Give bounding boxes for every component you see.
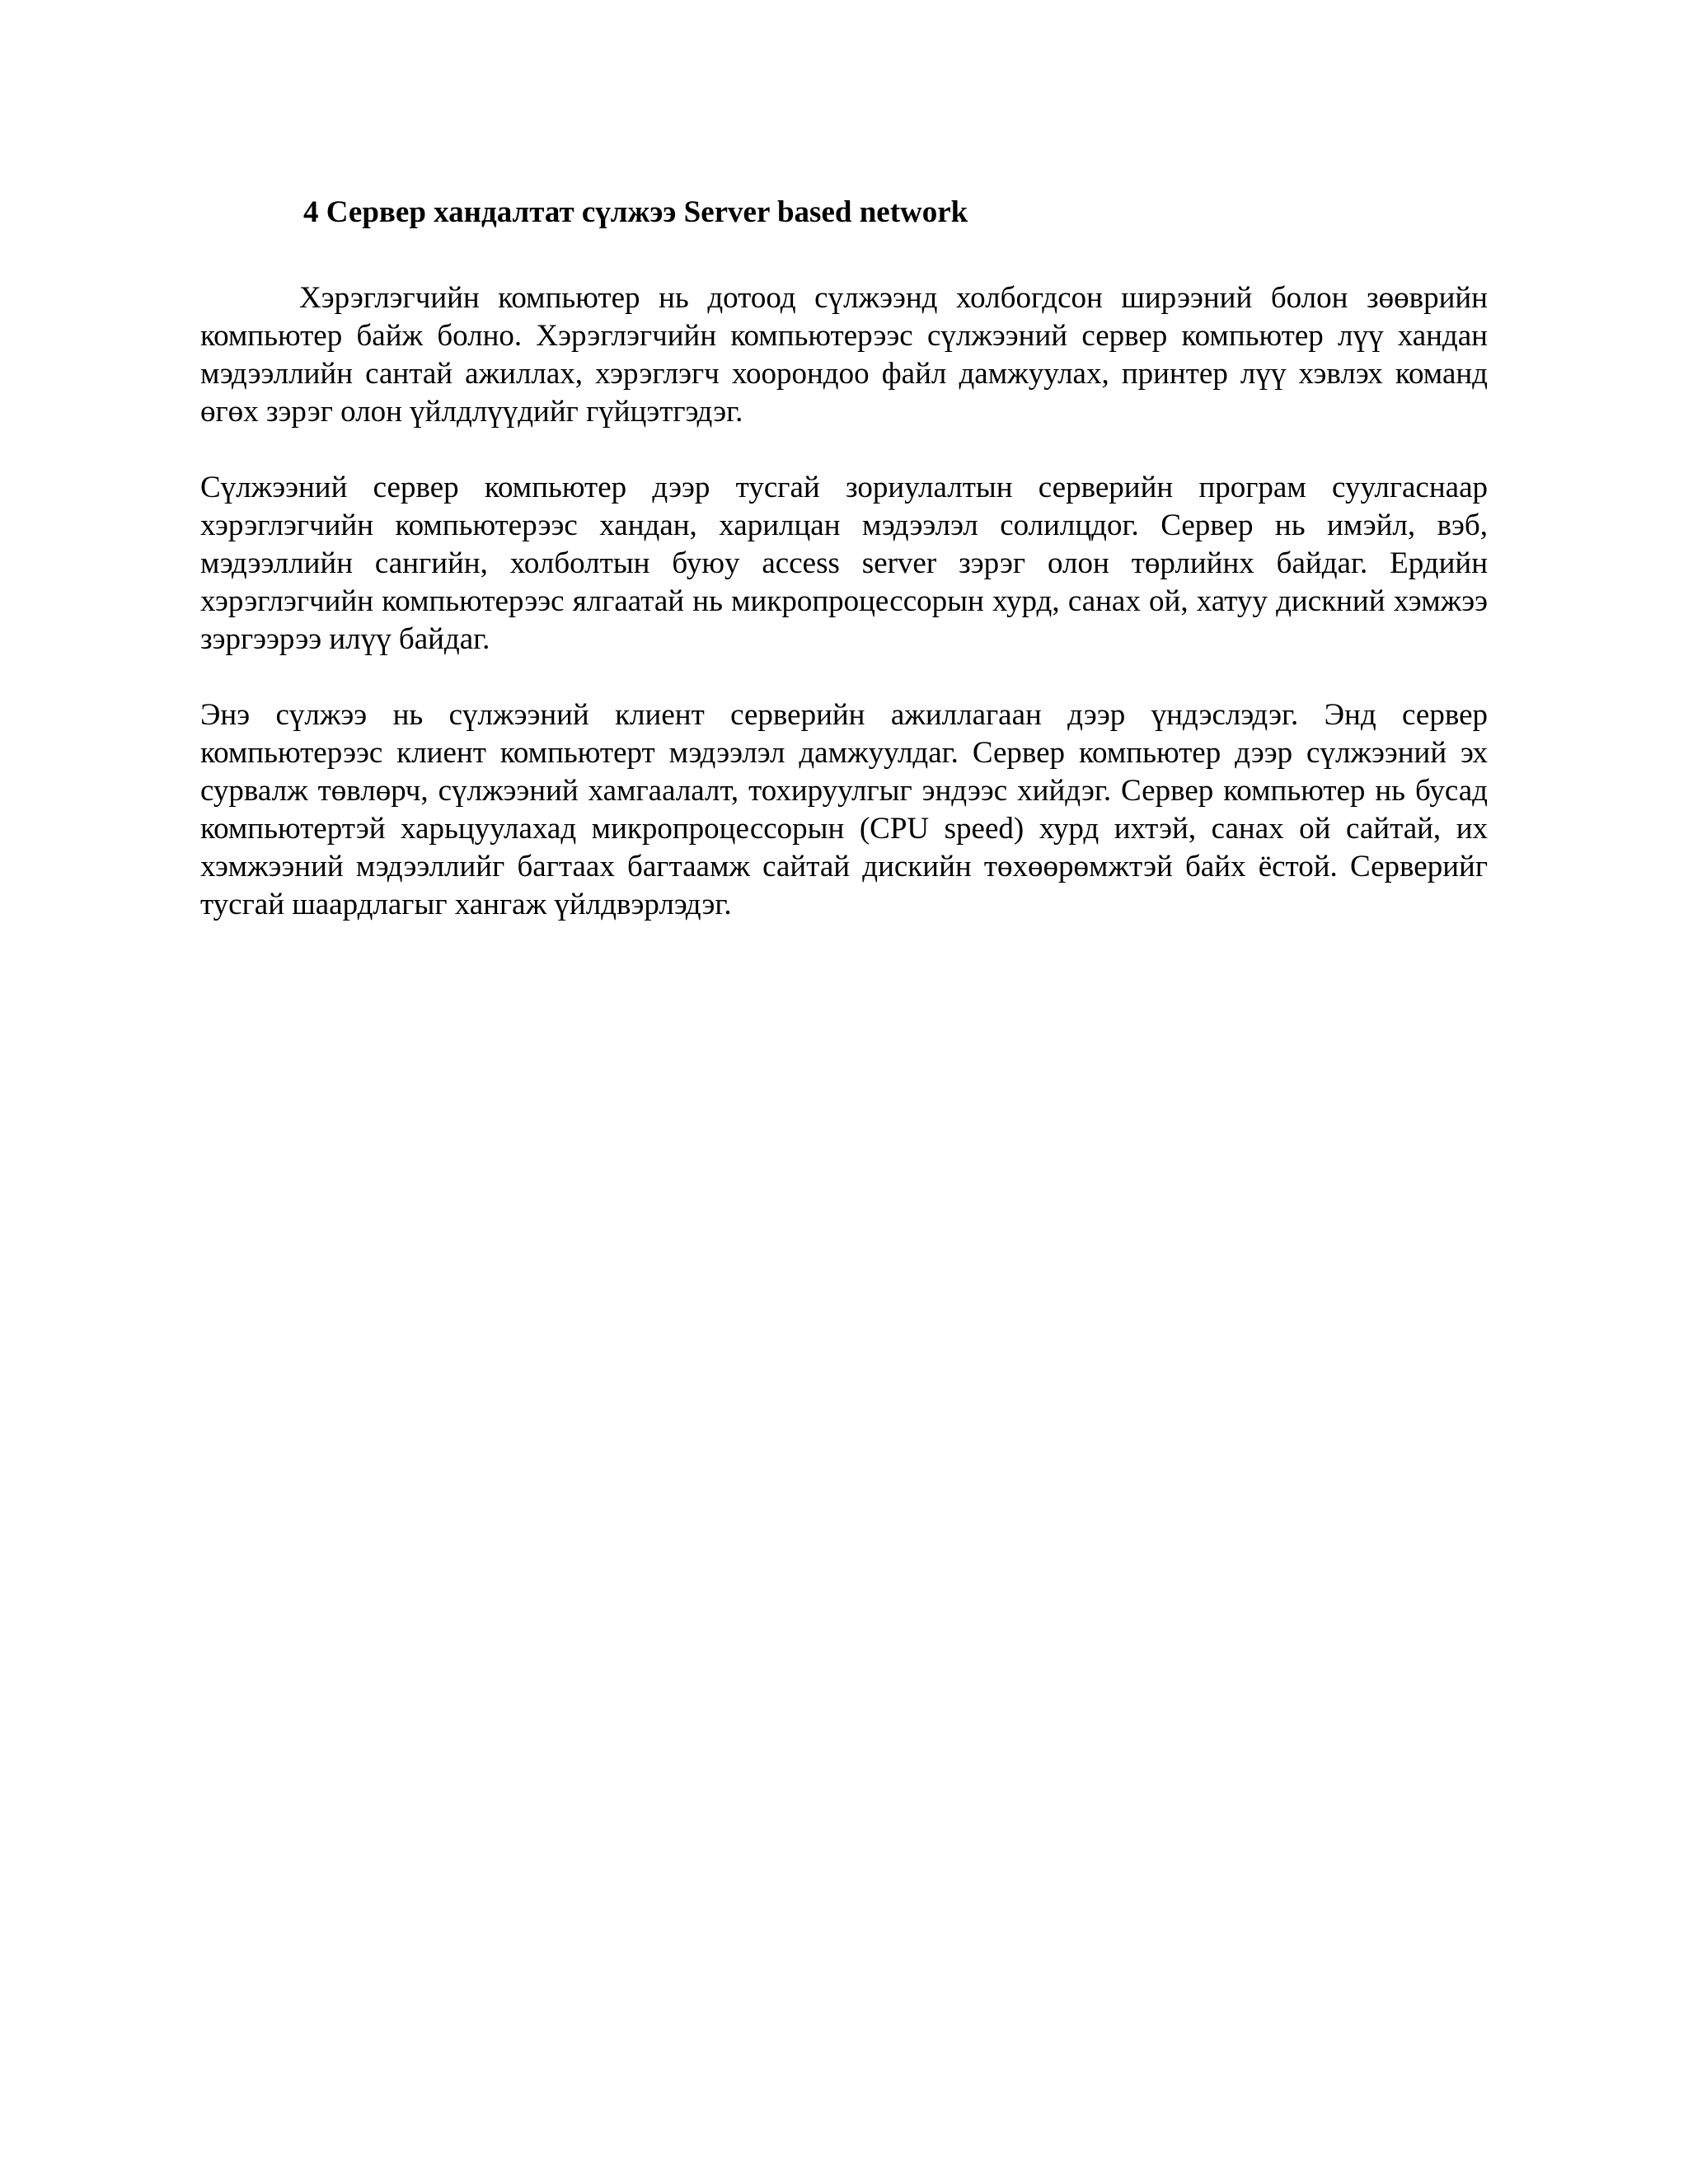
section-heading: 4 Сервер хандалтат сүлжээ Server based network [303, 195, 968, 229]
paragraph-1: Хэрэглэгчийн компьютер нь дотоод сүлжээнд холбогдсон ширээний болон зөөврийн компьютер байж болно. Хэрэглэгчийн компьютерээс сүлжээний сервер компьютер лүү хандан мэдээллийн сантай ажиллах, хэрэглэгч хоорондоо файл дамжуулах, принтер лүү хэвлэх команд өгөх зэрэг олон үйлдлүүдийг гүйцэтгэдэг. [200, 281, 1488, 429]
document-page [200, 194, 1488, 924]
paragraph-3: Энэ сүлжээ нь сүлжээний клиент серверийн ажиллагаан дээр үндэслэдэг. Энд сервер компьютерээс клиент компьютерт мэдээлэл дамжуулдаг. Сервер компьютер дээр сүлжээний эх сурвалж төвлөрч, сүлжээний хамгаалалт, тохируулгыг эндээс хийдэг. Сервер компьютер нь бусад компьютертэй харьцуулахад микропроцессорын (CPU speed) хурд ихтэй, санах ой сайтай, их хэмжээний мэдээллийг багтаах багтаамж сайтай дискийн төхөөрөмжтэй байх ёстой. Серверийг тусгай шаардлагыг хангаж үйлдвэрлэдэг. [200, 698, 1488, 921]
paragraph-gap [200, 658, 1488, 696]
paragraph-2: Сүлжээний сервер компьютер дээр тусгай зориулалтын серверийн програм суулгаснаар хэрэглэгчийн компьютерээс хандан, харилцан мэдээлэл солилцдог. Сервер нь имэйл, вэб, мэдээллийн сангийн, холболтын буюу access server зэрэг олон төрлийнх байдаг. Ердийн хэрэглэгчийн компьютерээс ялгаатай нь микропроцессорын хурд, санах ой, хатуу дискний хэмжээ зэргээрээ илүү байдаг. [200, 471, 1488, 656]
paragraph-gap [200, 431, 1488, 469]
